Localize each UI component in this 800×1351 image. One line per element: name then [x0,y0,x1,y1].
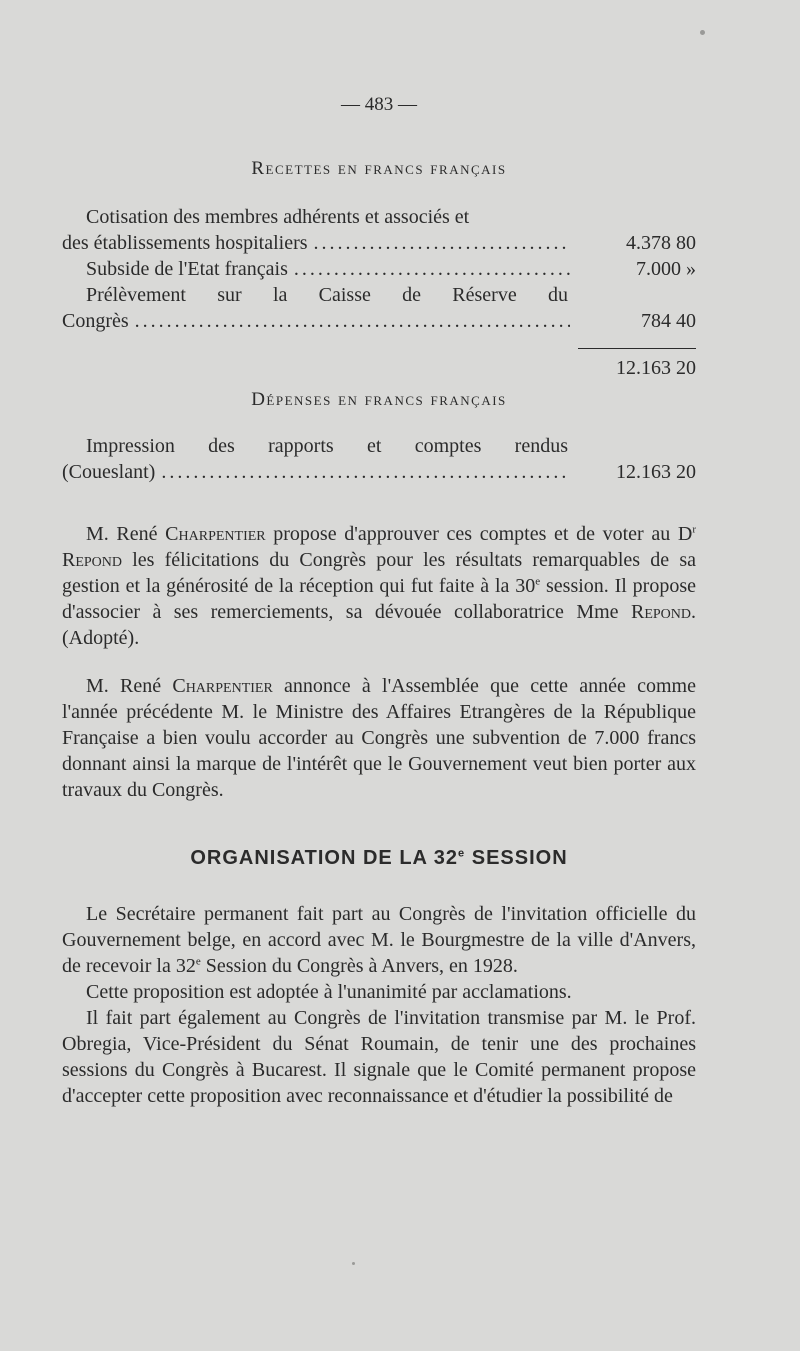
paper-speck [352,1262,355,1265]
paragraph-approval: M. René Charpentier propose d'approuver ces comptes et de voter au $D^r$ Repond les félicitations du Congrès pour les résultats remarquables de sa gestion et la générosité de la réception qui fut faite à la 30e session. Il propose d'associer à ses remerciements, sa dévouée collaboratrice Mme Repond. (Adopté). [62,523,697,649]
depenses-item-label: (Coueslant) [62,461,156,483]
paragraph-adoption: Cette proposition est adoptée à l'unanimité par acclamations. [86,981,572,1003]
recettes-total [62,355,696,381]
dot-leader [294,256,570,282]
recettes-item-label-line: Cotisation des membres adhérents et associés et [86,206,470,228]
recettes-item [62,204,696,256]
paragraph-invitation-bucarest: Il fait part également au Congrès de l'invitation transmise par M. le Prof. Obregia, Vice-Président du Sénat Roumain, de tenir une des prochaines sessions du Congrès à Bucarest. Il signale que le Comité permanent propose d'accepter cette proposition avec reconnaissance et d'étudier la possibilité de [62,1007,696,1107]
paragraph-invitation-anvers: Le Secrétaire permanent fait part au Congrès de l'invitation officielle du Gouvernement belge, en accord avec M. le Bourgmestre de la ville d'Anvers, de recevoir la 32e Session du Congrès à Anvers, en 1928. [62,903,696,977]
total-rule [62,348,696,349]
recettes-item-amount: 4.378 80 [626,232,696,254]
paragraph-subvention: M. René Charpentier annonce à l'Assemblée que cette année comme l'année précédente M. le Ministre des Affaires Etrangères de la République Française a bien voulu accorder au Congrès une subvention de 7.000 francs donnant ainsi la marque de l'intérêt que le Gouvernement veut bien porter aux travaux du Congrès. [62,675,696,801]
depenses-item-amount: 12.163 20 [616,461,696,483]
paper-speck [700,30,705,35]
recettes-item-label: Subside de l'Etat français [86,258,288,280]
section-title: ORGANISATION DE LA 32e SESSION [190,847,568,869]
document-page [62,92,696,1109]
recettes-item-amount: 784 40 [641,310,696,332]
recettes-item-label: Congrès [62,310,129,332]
recettes-item-label: des établissements hospitaliers [62,232,308,254]
recettes-item-label-line: Prélèvement sur la Caisse de Réserve du [86,284,568,306]
dot-leader [161,459,570,485]
recettes-item-amount: 7.000 » [636,258,696,280]
recettes-total-amount: 12.163 20 [616,357,696,379]
depenses-item-label-line: Impression des rapports et comptes rendus [86,435,568,457]
recettes-item [62,282,696,334]
recettes-item [62,256,696,282]
dot-leader [314,230,570,256]
dot-leader [135,308,570,334]
recettes-heading: Recettes en francs français [251,158,507,179]
depenses-item [62,433,696,485]
depenses-heading: Dépenses en francs français [251,389,507,410]
page-number: — 483 — [341,94,417,115]
